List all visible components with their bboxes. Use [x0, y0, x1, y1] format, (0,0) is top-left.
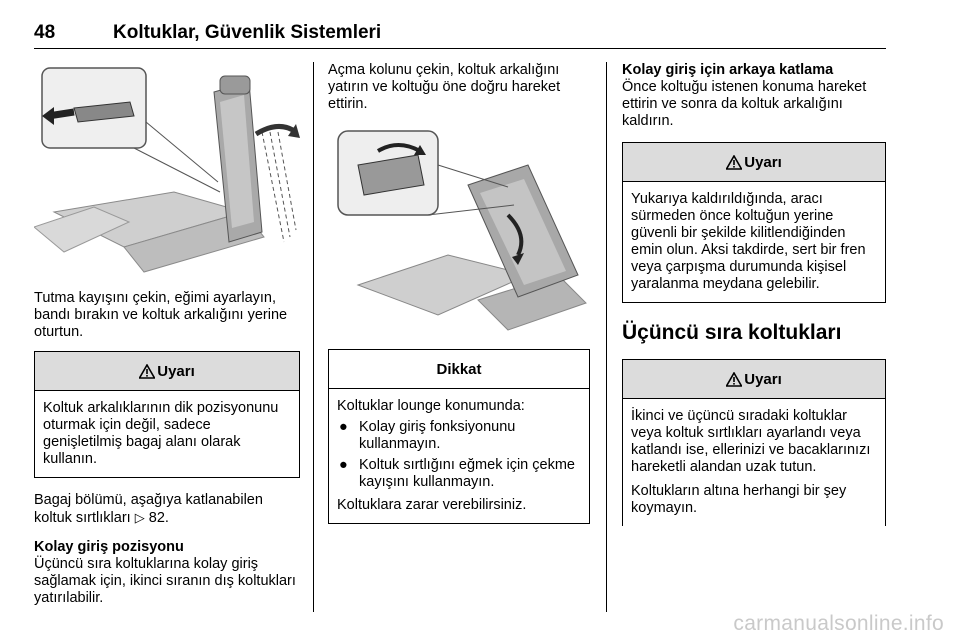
- warning-body: Koltuk arkalıklarının dik pozisyonunu oturmak için değil, sadece genişletilmiş bagaj alanı olarak kullanın.: [43, 400, 279, 467]
- bullet-icon: ●: [339, 457, 348, 473]
- page-number: 48: [34, 22, 56, 43]
- notice-outro: Koltuklara zarar verebilirsiniz.: [337, 497, 527, 513]
- column-3: [622, 62, 886, 526]
- page-reference-icon: ▷: [134, 510, 145, 525]
- list-item: [337, 457, 581, 491]
- section-title: Üçüncü sıra koltukları: [622, 321, 842, 344]
- warning-box: [622, 142, 886, 303]
- warning-title: Uyarı: [744, 153, 782, 171]
- warning-body-paragraph: Koltukların altına herhangi bir şey koymayın.: [631, 483, 847, 516]
- notice-header: Dikkat: [329, 350, 589, 389]
- warning-title: Uyarı: [744, 370, 782, 388]
- warning-header: [623, 143, 885, 182]
- chapter-title: Koltuklar, Güvenlik Sistemleri: [113, 22, 382, 43]
- fold-back-heading: Kolay giriş için arkaya katlama: [622, 62, 834, 78]
- easy-entry-text: Üçüncü sıra koltuklarına kolay giriş sağlamak için, ikinci sıranın dış koltukları yatırılabilir.: [34, 556, 296, 606]
- warning-body-paragraph: İkinci ve üçüncü sıradaki koltuklar veya koltuk sırtlıkları ayarlandı veya katlandı ise, ellerinizi ve bacaklarınızı hareketli alandan uzak tutun.: [631, 408, 871, 475]
- warning-body: Yukarıya kaldırıldığında, aracı sürmeden önce koltuğun yerine güvenli bir şekilde kilitlendiğinden emin olun. Aksi takdirde, sert bir fren veya çarpışma durumunda kişisel yaralanma meydana gelebilir.: [631, 191, 866, 292]
- seat-fold-illustration: [328, 125, 590, 335]
- bullet-icon: ●: [339, 419, 348, 435]
- release-lever-text: Açma kolunu çekin, koltuk arkalığını yatırın ve koltuğu öne doğru hareket ettirin.: [328, 62, 561, 112]
- column-2: [328, 62, 590, 524]
- warning-triangle-icon: [139, 364, 155, 379]
- column-divider-2: [606, 62, 607, 612]
- page-reference[interactable]: 82.: [148, 510, 169, 526]
- watermark: carmanualsonline.info: [733, 612, 944, 635]
- notice-intro: Koltuklar lounge konumunda:: [337, 398, 525, 414]
- column-divider-1: [313, 62, 314, 612]
- warning-triangle-icon: [726, 155, 742, 170]
- warning-title: Uyarı: [157, 362, 195, 380]
- notice-body: [329, 389, 589, 523]
- notice-box: [328, 349, 590, 524]
- paragraph-luggage-text: Bagaj bölümü, aşağıya katlanabilen koltuk sırtlıkları: [34, 492, 263, 526]
- paragraph-luggage: [34, 492, 300, 527]
- warning-box: [34, 351, 300, 478]
- page-header: [34, 20, 886, 49]
- easy-entry-heading: Kolay giriş pozisyonu: [34, 539, 184, 555]
- warning-body: [623, 399, 885, 526]
- caption-text: Tutma kayışını çekin, eğimi ayarlayın, bandı bırakın ve koltuk arkalığını yerine oturtun.: [34, 290, 288, 340]
- warning-header: [35, 352, 299, 391]
- list-item: [337, 419, 581, 453]
- warning-header: [623, 360, 885, 399]
- seat-strap-illustration: [34, 62, 300, 276]
- warning-triangle-icon: [726, 372, 742, 387]
- list-item-text: Koltuk sırtlığını eğmek için çekme kayışını kullanmayın.: [359, 457, 575, 490]
- column-1: [34, 62, 300, 607]
- list-item-text: Kolay giriş fonksiyonunu kullanmayın.: [359, 419, 516, 452]
- warning-box-third-row: [622, 359, 886, 526]
- fold-back-text: Önce koltuğu istenen konuma hareket ettirin ve sonra da koltuk arkalığını kaldırın.: [622, 79, 867, 129]
